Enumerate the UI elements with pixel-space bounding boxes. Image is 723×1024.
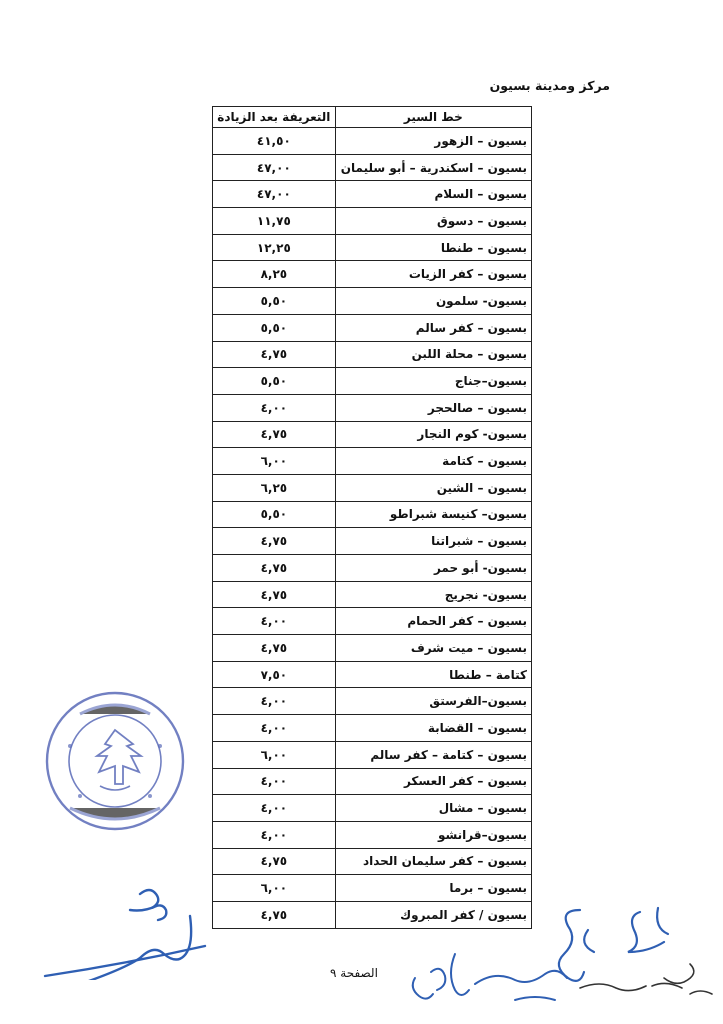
table-row <box>213 901 532 928</box>
table-row <box>213 821 532 848</box>
route-cell: بسيون- سلمون <box>335 288 531 315</box>
table-row <box>213 288 532 315</box>
route-cell: بسيون – كفر الزيات <box>335 261 531 288</box>
route-cell: بسيون – شبراتنا <box>335 528 531 555</box>
fare-cell: ٧,٥٠ <box>213 661 336 688</box>
route-cell: كتامة – طنطا <box>335 661 531 688</box>
route-cell: بسيون – القضابة <box>335 715 531 742</box>
table-row <box>213 394 532 421</box>
route-cell: بسيون – دسوق <box>335 208 531 235</box>
fare-cell: ٦,٠٠ <box>213 741 336 768</box>
route-cell: بسيون – كتامة <box>335 448 531 475</box>
route-cell: بسيون / كفر المبروك <box>335 901 531 928</box>
fare-cell: ٤٧,٠٠ <box>213 154 336 181</box>
signature-center <box>395 940 575 1010</box>
route-cell: بسيون – الشين <box>335 474 531 501</box>
route-cell: بسيون- أبو حمر <box>335 555 531 582</box>
fare-cell: ٥,٥٠ <box>213 368 336 395</box>
page-heading: مركز ومدينة بسيون <box>489 78 610 93</box>
fare-cell: ١١,٧٥ <box>213 208 336 235</box>
fare-cell: ١٢,٢٥ <box>213 234 336 261</box>
route-cell: بسيون – محلة اللبن <box>335 341 531 368</box>
table-row <box>213 768 532 795</box>
fare-cell: ٤,٧٥ <box>213 421 336 448</box>
route-column-header: خط السير <box>335 107 531 128</box>
fare-cell: ٤,٠٠ <box>213 688 336 715</box>
table-row <box>213 181 532 208</box>
table-row <box>213 581 532 608</box>
route-cell: بسيون- كوم النجار <box>335 421 531 448</box>
route-cell: بسيون – ميت شرف <box>335 635 531 662</box>
route-cell: بسيون – طنطا <box>335 234 531 261</box>
official-stamp <box>40 686 190 836</box>
route-cell: بسيون – كفر سالم <box>335 314 531 341</box>
table-row <box>213 128 532 155</box>
table-row <box>213 234 532 261</box>
fare-cell: ٤,٠٠ <box>213 821 336 848</box>
fare-cell: ٦,٠٠ <box>213 448 336 475</box>
table-row <box>213 875 532 902</box>
fare-cell: ٤,٠٠ <box>213 715 336 742</box>
table-row <box>213 795 532 822</box>
page-number: الصفحة ٩ <box>330 966 378 980</box>
table-header-row <box>213 107 532 128</box>
route-cell: بسيون – كفر العسكر <box>335 768 531 795</box>
route-cell: بسيون – كتامة – كفر سالم <box>335 741 531 768</box>
fare-cell: ٤,٠٠ <box>213 768 336 795</box>
fare-cell: ٤٧,٠٠ <box>213 181 336 208</box>
table-row <box>213 688 532 715</box>
route-cell: بسيون – صالحجر <box>335 394 531 421</box>
fare-cell: ٤,٧٥ <box>213 635 336 662</box>
table-row <box>213 261 532 288</box>
table-row <box>213 528 532 555</box>
route-cell: بسيون – مشال <box>335 795 531 822</box>
route-cell: بسيون – برما <box>335 875 531 902</box>
route-cell: بسيون – كفر الحمام <box>335 608 531 635</box>
fare-cell: ٤,٠٠ <box>213 795 336 822</box>
route-cell: بسيون–جناج <box>335 368 531 395</box>
fare-cell: ٤١,٥٠ <box>213 128 336 155</box>
fare-cell: ٤,٧٥ <box>213 848 336 875</box>
route-cell: بسيون–قرانشو <box>335 821 531 848</box>
route-cell: بسيون- نجريج <box>335 581 531 608</box>
fare-cell: ٤,٠٠ <box>213 394 336 421</box>
table-row <box>213 154 532 181</box>
fare-cell: ٤,٧٥ <box>213 528 336 555</box>
fare-cell: ٤,٧٥ <box>213 581 336 608</box>
fare-cell: ٥,٥٠ <box>213 288 336 315</box>
fare-cell: ٤,٠٠ <box>213 608 336 635</box>
table-row <box>213 608 532 635</box>
table-row <box>213 501 532 528</box>
route-cell: بسيون – السلام <box>335 181 531 208</box>
fare-cell: ٥,٥٠ <box>213 314 336 341</box>
table-row <box>213 314 532 341</box>
table-row <box>213 208 532 235</box>
fare-column-header: التعريفة بعد الزيادة <box>213 107 336 128</box>
fare-cell: ٦,٠٠ <box>213 875 336 902</box>
fare-cell: ٨,٢٥ <box>213 261 336 288</box>
route-cell: بسيون – الزهور <box>335 128 531 155</box>
fare-cell: ٥,٥٠ <box>213 501 336 528</box>
route-cell: بسيون – اسكندرية – أبو سليمان <box>335 154 531 181</box>
table-row <box>213 448 532 475</box>
fare-table <box>212 106 532 929</box>
table-row <box>213 715 532 742</box>
table-row <box>213 661 532 688</box>
table-row <box>213 848 532 875</box>
route-cell: بسيون–الفرستق <box>335 688 531 715</box>
route-cell: بسيون– كنيسة شبراطو <box>335 501 531 528</box>
signature-left <box>40 880 220 980</box>
route-cell: بسيون – كفر سليمان الحداد <box>335 848 531 875</box>
table-row <box>213 341 532 368</box>
table-row <box>213 474 532 501</box>
table-row <box>213 741 532 768</box>
table-row <box>213 635 532 662</box>
table-row <box>213 368 532 395</box>
table-row <box>213 555 532 582</box>
fare-cell: ٤,٧٥ <box>213 901 336 928</box>
fare-cell: ٦,٢٥ <box>213 474 336 501</box>
table-row <box>213 421 532 448</box>
fare-cell: ٤,٧٥ <box>213 555 336 582</box>
fare-cell: ٤,٧٥ <box>213 341 336 368</box>
